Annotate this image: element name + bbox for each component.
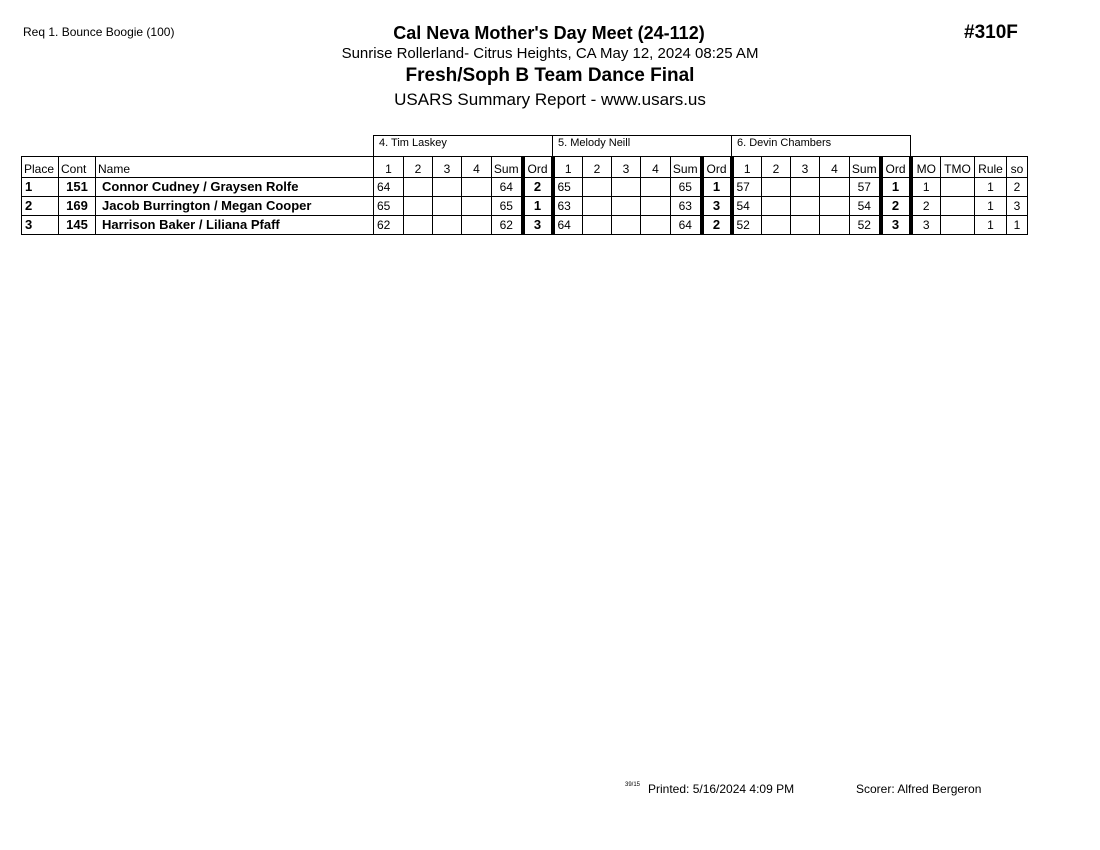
col-ord: Ord — [702, 157, 732, 178]
col-s1: 1 — [553, 157, 583, 178]
ord-cell: 1 — [523, 197, 553, 216]
col-mo: MO — [911, 157, 941, 178]
col-s3: 3 — [433, 157, 462, 178]
col-sum: Sum — [850, 157, 881, 178]
col-s2: 2 — [762, 157, 791, 178]
scorer-name: Scorer: Alfred Bergeron — [856, 782, 982, 796]
judge-header: 5. Melody Neill — [553, 136, 732, 157]
score-cell — [791, 216, 820, 235]
score-cell — [820, 216, 850, 235]
ord-cell: 1 — [702, 178, 732, 197]
score-cell — [462, 178, 492, 197]
score-cell — [820, 178, 850, 197]
table-row — [22, 197, 1028, 216]
col-s1: 1 — [374, 157, 404, 178]
score-cell — [612, 178, 641, 197]
score-cell — [462, 216, 492, 235]
score-cell — [462, 197, 492, 216]
col-name: Name — [96, 157, 374, 178]
table-row — [22, 216, 1028, 235]
report-title: USARS Summary Report - www.usars.us — [394, 90, 706, 109]
ord-cell: 3 — [523, 216, 553, 235]
score-cell — [612, 216, 641, 235]
sum-cell: 65 — [492, 197, 523, 216]
score-cell — [583, 216, 612, 235]
mo-cell: 3 — [911, 216, 941, 235]
col-so: so — [1007, 157, 1028, 178]
col-s4: 4 — [462, 157, 492, 178]
score-cell: 65 — [553, 178, 583, 197]
place-cell: 3 — [22, 216, 59, 235]
score-cell — [762, 216, 791, 235]
score-cell — [820, 197, 850, 216]
sum-cell: 62 — [492, 216, 523, 235]
cont-cell: 151 — [59, 178, 96, 197]
name-cell: Jacob Burrington / Megan Cooper — [96, 197, 374, 216]
col-sum: Sum — [492, 157, 523, 178]
name-cell: Connor Cudney / Graysen Rolfe — [96, 178, 374, 197]
score-cell — [641, 197, 671, 216]
sum-cell: 64 — [671, 216, 702, 235]
ord-cell: 2 — [881, 197, 911, 216]
cont-cell: 169 — [59, 197, 96, 216]
score-cell: 54 — [732, 197, 762, 216]
ord-cell: 2 — [523, 178, 553, 197]
col-ord: Ord — [523, 157, 553, 178]
event-number: #310F — [964, 22, 1018, 43]
place-cell: 1 — [22, 178, 59, 197]
col-sum: Sum — [671, 157, 702, 178]
rule-cell: 1 — [975, 178, 1007, 197]
printed-timestamp: Printed: 5/16/2024 4:09 PM — [648, 782, 795, 796]
summary-table — [21, 135, 1028, 235]
score-cell: 63 — [553, 197, 583, 216]
score-cell — [612, 197, 641, 216]
sum-cell: 57 — [850, 178, 881, 197]
col-rule: Rule — [975, 157, 1007, 178]
col-cont: Cont — [59, 157, 96, 178]
score-cell — [641, 178, 671, 197]
tmo-cell — [941, 197, 975, 216]
score-cell — [791, 197, 820, 216]
judge-header: 4. Tim Laskey — [374, 136, 553, 157]
score-cell — [433, 216, 462, 235]
judge-header: 6. Devin Chambers — [732, 136, 911, 157]
col-s2: 2 — [404, 157, 433, 178]
col-s4: 4 — [820, 157, 850, 178]
score-cell: 57 — [732, 178, 762, 197]
ord-cell: 1 — [881, 178, 911, 197]
col-s3: 3 — [612, 157, 641, 178]
sum-cell: 65 — [671, 178, 702, 197]
name-cell: Harrison Baker / Liliana Pfaff — [96, 216, 374, 235]
score-cell — [404, 197, 433, 216]
score-cell: 52 — [732, 216, 762, 235]
score-cell: 64 — [553, 216, 583, 235]
so-cell: 2 — [1007, 178, 1028, 197]
venue-line: Sunrise Rollerland- Citrus Heights, CA May 12, 2024 08:25 AM — [341, 45, 759, 62]
score-cell — [404, 178, 433, 197]
score-cell: 64 — [374, 178, 404, 197]
col-s2: 2 — [583, 157, 612, 178]
score-cell — [762, 178, 791, 197]
sum-cell: 64 — [492, 178, 523, 197]
tmo-cell — [941, 216, 975, 235]
col-tmo: TMO — [941, 157, 975, 178]
sum-cell: 63 — [671, 197, 702, 216]
score-cell — [641, 216, 671, 235]
col-s3: 3 — [791, 157, 820, 178]
score-cell — [583, 197, 612, 216]
sum-cell: 54 — [850, 197, 881, 216]
cont-cell: 145 — [59, 216, 96, 235]
so-cell: 1 — [1007, 216, 1028, 235]
col-ord: Ord — [881, 157, 911, 178]
table-row — [22, 178, 1028, 197]
ord-cell: 2 — [702, 216, 732, 235]
col-place: Place — [22, 157, 59, 178]
tmo-cell — [941, 178, 975, 197]
col-s4: 4 — [641, 157, 671, 178]
score-cell — [762, 197, 791, 216]
col-s1: 1 — [732, 157, 762, 178]
score-cell — [583, 178, 612, 197]
sum-cell: 52 — [850, 216, 881, 235]
score-cell — [404, 216, 433, 235]
footer-code: 39/15 — [625, 782, 641, 788]
ord-cell: 3 — [881, 216, 911, 235]
rule-cell: 1 — [975, 197, 1007, 216]
place-cell: 2 — [22, 197, 59, 216]
so-cell: 3 — [1007, 197, 1028, 216]
score-cell: 62 — [374, 216, 404, 235]
score-cell: 65 — [374, 197, 404, 216]
mo-cell: 1 — [911, 178, 941, 197]
event-name: Fresh/Soph B Team Dance Final — [405, 65, 695, 86]
score-cell — [433, 178, 462, 197]
meet-title: Cal Neva Mother's Day Meet (24-112) — [393, 23, 705, 43]
mo-cell: 2 — [911, 197, 941, 216]
ord-cell: 3 — [702, 197, 732, 216]
score-cell — [433, 197, 462, 216]
request-label: Req 1. Bounce Boogie (100) — [23, 25, 175, 39]
column-header-row — [22, 157, 1028, 178]
score-cell — [791, 178, 820, 197]
rule-cell: 1 — [975, 216, 1007, 235]
